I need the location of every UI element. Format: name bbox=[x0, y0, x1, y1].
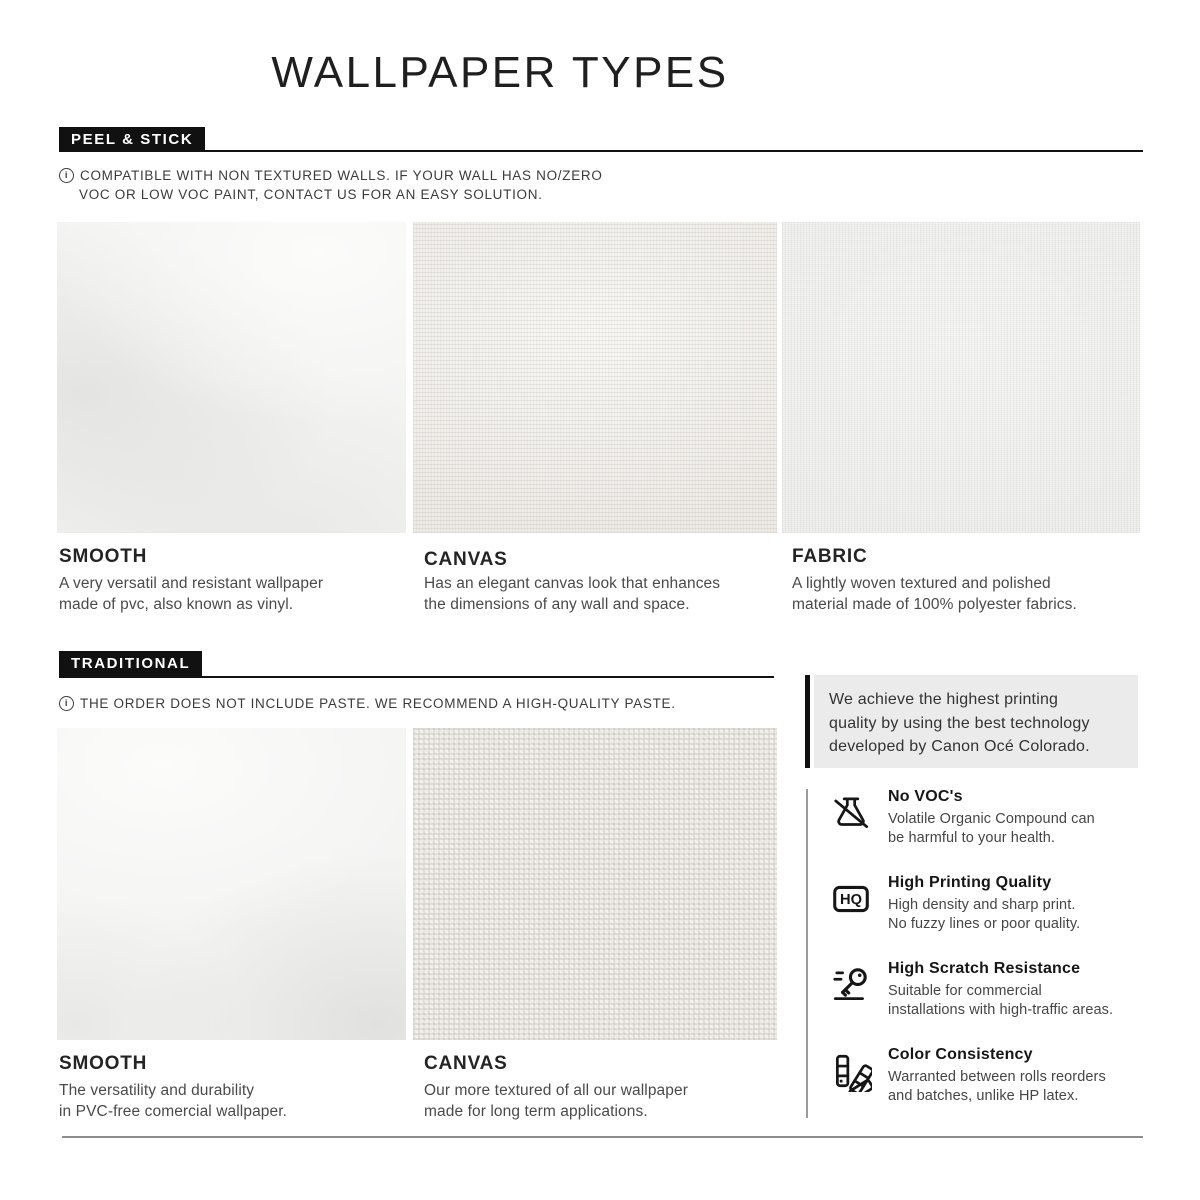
color-swatchbook-icon bbox=[830, 1050, 872, 1092]
hq-badge-text: HQ bbox=[839, 892, 863, 909]
swatch-desc-fabric-peel bbox=[792, 573, 1077, 615]
fabric-swatch-image-peel bbox=[782, 222, 1140, 533]
info-icon: i bbox=[59, 696, 74, 711]
feature-high-scratch-resistance bbox=[826, 960, 1166, 1019]
feature-no-voc bbox=[826, 788, 1166, 847]
canvas-swatch-image-peel bbox=[413, 222, 777, 533]
peel-note-line2: VOC OR LOW VOC PAINT, CONTACT US FOR AN EASY SOLUTION. bbox=[79, 187, 543, 202]
feature-title: High Printing Quality bbox=[888, 874, 1052, 891]
desc-line: Our more textured of all our wallpaper bbox=[424, 1082, 688, 1099]
info-icon: i bbox=[59, 168, 74, 183]
swatch-desc-smooth-peel bbox=[59, 573, 323, 615]
swatch-title-canvas-peel: CANVAS bbox=[424, 549, 508, 570]
section-label-peel-and-stick: PEEL & STICK bbox=[59, 127, 205, 152]
smooth-swatch-image-peel bbox=[57, 222, 406, 533]
traditional-note bbox=[59, 694, 676, 713]
desc-line: and batches, unlike HP latex. bbox=[888, 1087, 1079, 1104]
desc-line: A lightly woven textured and polished bbox=[792, 575, 1051, 592]
swatch-title-fabric-peel: FABRIC bbox=[792, 546, 868, 567]
scratch-key-icon bbox=[830, 964, 872, 1006]
desc-line: material made of 100% polyester fabrics. bbox=[792, 596, 1077, 613]
feature-title: High Scratch Resistance bbox=[888, 960, 1081, 977]
traditional-note-line: THE ORDER DOES NOT INCLUDE PASTE. WE RECOMMEND A HIGH-QUALITY PASTE. bbox=[80, 696, 676, 711]
desc-line: No fuzzy lines or poor quality. bbox=[888, 915, 1081, 932]
printing-quality-quote bbox=[814, 675, 1138, 768]
desc-line: made for long term applications. bbox=[424, 1103, 648, 1120]
bottom-rule bbox=[62, 1136, 1143, 1138]
swatch-title-smooth-traditional: SMOOTH bbox=[59, 1053, 148, 1074]
feature-color-consistency bbox=[826, 1046, 1166, 1105]
no-voc-flask-icon bbox=[830, 792, 872, 834]
section-rule-traditional bbox=[59, 676, 774, 678]
swatch-desc-canvas-traditional bbox=[424, 1080, 688, 1122]
page-title: WALLPAPER TYPES bbox=[271, 48, 729, 97]
features-divider-line bbox=[806, 789, 808, 1118]
feature-title: Color Consistency bbox=[888, 1046, 1033, 1063]
quote-line3: developed by Canon Océ Colorado. bbox=[829, 738, 1090, 755]
feature-desc bbox=[888, 810, 1166, 847]
desc-line: the dimensions of any wall and space. bbox=[424, 596, 690, 613]
quote-line2: quality by using the best technology bbox=[829, 714, 1090, 732]
desc-line: Warranted between rolls reorders bbox=[888, 1069, 1106, 1085]
peel-stick-note bbox=[59, 166, 603, 204]
desc-line: made of pvc, also known as vinyl. bbox=[59, 596, 294, 613]
peel-note-line1: COMPATIBLE WITH NON TEXTURED WALLS. IF YOUR WALL HAS NO/ZERO bbox=[80, 168, 603, 183]
desc-line: be harmful to your health. bbox=[888, 829, 1056, 846]
desc-line: The versatility and durability bbox=[59, 1082, 255, 1099]
quote-line1: We achieve the highest printing bbox=[829, 691, 1059, 708]
desc-line: High density and sharp print. bbox=[888, 897, 1076, 913]
section-rule-peel bbox=[59, 150, 1143, 152]
swatch-title-canvas-traditional: CANVAS bbox=[424, 1053, 508, 1074]
smooth-swatch-image-traditional bbox=[57, 728, 406, 1040]
feature-desc bbox=[888, 1068, 1166, 1105]
desc-line: A very versatil and resistant wallpaper bbox=[59, 575, 324, 592]
swatch-title-smooth-peel: SMOOTH bbox=[59, 546, 148, 567]
feature-high-printing-quality bbox=[826, 874, 1166, 933]
desc-line: Suitable for commercial bbox=[888, 983, 1042, 999]
feature-desc bbox=[888, 982, 1166, 1019]
canvas-swatch-image-traditional bbox=[413, 728, 777, 1040]
desc-line: Has an elegant canvas look that enhances bbox=[424, 575, 721, 592]
feature-desc bbox=[888, 896, 1166, 933]
hq-badge-icon bbox=[830, 878, 872, 920]
section-label-traditional: TRADITIONAL bbox=[59, 651, 202, 676]
feature-title: No VOC's bbox=[888, 788, 963, 805]
desc-line: in PVC-free comercial wallpaper. bbox=[59, 1103, 288, 1120]
swatch-desc-smooth-traditional bbox=[59, 1080, 287, 1122]
desc-line: Volatile Organic Compound can bbox=[888, 811, 1095, 827]
desc-line: installations with high-traffic areas. bbox=[888, 1001, 1114, 1018]
quote-accent-bar bbox=[805, 675, 810, 768]
swatch-desc-canvas-peel bbox=[424, 573, 720, 615]
